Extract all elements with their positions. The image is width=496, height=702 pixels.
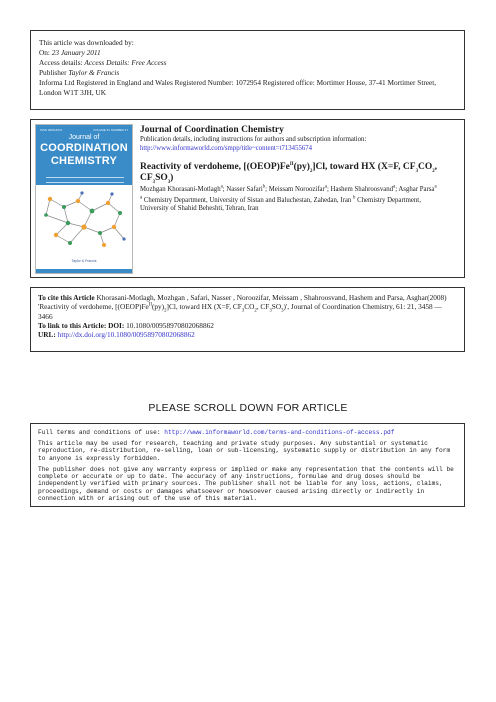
article-title [140, 162, 458, 184]
title-part: SO [155, 173, 168, 183]
author-name: ; Hashem Shahroosvand [326, 186, 394, 193]
title-part: ) [170, 173, 174, 183]
title-sub: 2 [432, 168, 435, 174]
author-affiliations [140, 197, 440, 214]
terms-box [30, 423, 465, 507]
publisher-name: Taylor & Francis [68, 68, 120, 77]
url-label: URL: [38, 330, 56, 340]
cover-journal-of: Journal of [68, 134, 100, 141]
title-part: (py) [293, 162, 310, 172]
cite-text: , CF [256, 302, 270, 312]
cover-issn: ISSN 0095-8972 [40, 128, 63, 132]
title-part: , CF [140, 162, 438, 183]
download-date-line [39, 48, 456, 58]
cite-sup: II [148, 302, 152, 308]
affiliation-text: Chemistry Department, University of Shahid Beheshti, Tehran, Iran [140, 196, 421, 212]
access-label: Access details: [39, 58, 83, 67]
affiliation-text: Chemistry Department, University of Sistan and Baluchestan, Zahedan, Iran [142, 196, 353, 204]
cover-fine-lines [46, 177, 124, 183]
terms-prefix: Full terms and conditions of use: [38, 429, 165, 436]
terms-paragraph-3: The publisher does not give any warranty express or implied or make any representation that the contents will be complete or accurate or up to date. The accuracy of any instructions, formulae and drug doses should be independently verified with primary sources. The publisher shall not be liable for any loss, actions, claims, proceedings, demand or costs or damages whatsoever or howsoever caused arising directly or indirectly in connection with or arising out of the use of this material. [38, 465, 454, 503]
title-part: ]Cl, toward HX (X=F, CF [312, 162, 416, 172]
author-affiliation-mark: a [434, 184, 437, 190]
title-sub: 2 [309, 168, 313, 174]
terms-url-link[interactable]: http://www.informaworld.com/terms-and-conditions-of-access.pdf [164, 429, 395, 436]
doi-label: To link to this Article: DOI: [38, 321, 125, 331]
downloaded-by-text: This article was downloaded by: [39, 38, 134, 47]
cite-sub: 2 [164, 308, 167, 314]
download-info-box [30, 30, 465, 110]
title-sub: 3 [152, 179, 156, 185]
author-name: Mozhgan Khorasani-Motlagh [140, 186, 221, 193]
url-line [38, 330, 457, 339]
author-name: ; Asghar Parsa [395, 186, 435, 193]
affiliation-mark: a [140, 195, 143, 201]
access-details-line [39, 58, 456, 68]
cite-text: )', Journal of Coordination Chemistry, 61: 21, 3458 — 3466 [38, 302, 442, 321]
title-part: Reactivity of verdoheme, [(OEOP)Fe [140, 162, 290, 172]
molecule-structure-icon [42, 189, 128, 251]
cite-sub: 3 [269, 308, 272, 314]
article-info-box [30, 119, 465, 278]
terms-paragraph-1 [38, 429, 457, 436]
title-sub: 3 [167, 179, 171, 185]
author-affiliation-mark: a [324, 184, 327, 190]
doi-url-link[interactable]: http://dx.doi.org/10.1080/00958970802068862 [57, 330, 195, 340]
author-name: ; Meissam Noroozifar [265, 186, 325, 193]
publication-details: Publication details, including instructions for authors and subscription information: [140, 136, 367, 143]
author-affiliation-mark: a [393, 184, 396, 190]
registration-text: Informa Ltd Registered in England and Wales Registered Number: 1072954 Registered office: Mortimer House, 37-41 Mortimer Street, London W1T 3JH, UK [39, 78, 437, 97]
citation-box [30, 287, 465, 352]
doi-value[interactable]: 10.1080/00958970802068862 [126, 321, 214, 331]
doi-line [38, 321, 457, 330]
publisher-label: Publisher [39, 68, 67, 77]
article-details [140, 125, 460, 214]
citation-paragraph [38, 293, 457, 321]
cite-label: To cite this Article [38, 293, 95, 302]
access-value: Access Details: Free Access [84, 58, 167, 67]
journal-title: Journal of Coordination Chemistry [140, 125, 284, 135]
title-sub: 3 [415, 168, 418, 174]
on-label: On: [39, 48, 50, 57]
cite-sub: 3 [281, 308, 284, 314]
article-authors [140, 186, 458, 195]
cover-footer-band [36, 269, 132, 273]
cover-volume: VOLUME 61 NUMBER 17 [93, 128, 128, 132]
cover-journal-word1: COORDINATION [40, 142, 128, 154]
cover-publisher-logo: Taylor & Francis [71, 259, 97, 263]
affiliation-mark: b [352, 195, 356, 201]
cite-sub: 3 [241, 308, 245, 314]
cite-text: CO [244, 302, 255, 312]
cite-text: Khorasani-Motlagh, Mozhgan , Safari, Nasser , Noroozifar, Meissam , Shahroosvand, Hashem and Parsa, Asghar(2008) 'Reactivity of verdoheme, [(OEOP)Fe [38, 293, 447, 312]
title-sup: II [289, 161, 294, 167]
title-part: CO [418, 162, 433, 172]
scroll-down-notice: PLEASE SCROLL DOWN FOR ARTICLE [148, 402, 348, 414]
journal-cover-image [35, 124, 133, 274]
author-name: ; Nasser Safari [222, 186, 263, 193]
publisher-line [39, 68, 456, 78]
cite-text: (py) [151, 302, 165, 312]
cite-sub: 2 [254, 308, 257, 314]
journal-url-link[interactable]: http://www.informaworld.com/smpp/title~content=t713455674 [140, 144, 313, 152]
author-affiliation-mark: b [262, 184, 266, 190]
author-affiliation-mark: a [220, 184, 223, 190]
cover-journal-word2: CHEMISTRY [50, 155, 118, 167]
terms-paragraph-2: This article may be used for research, teaching and private study purposes. Any substantial or systematic reproduction, re-distribution, re-selling, loan or sub-licensing, systematic supply or distribution in any form to anyone is expressly forbidden. [38, 439, 451, 462]
download-date: 23 January 2011 [51, 48, 101, 57]
cite-text: ]Cl, toward HX (X=F, CF [166, 302, 242, 312]
cite-text: SO [271, 302, 282, 312]
